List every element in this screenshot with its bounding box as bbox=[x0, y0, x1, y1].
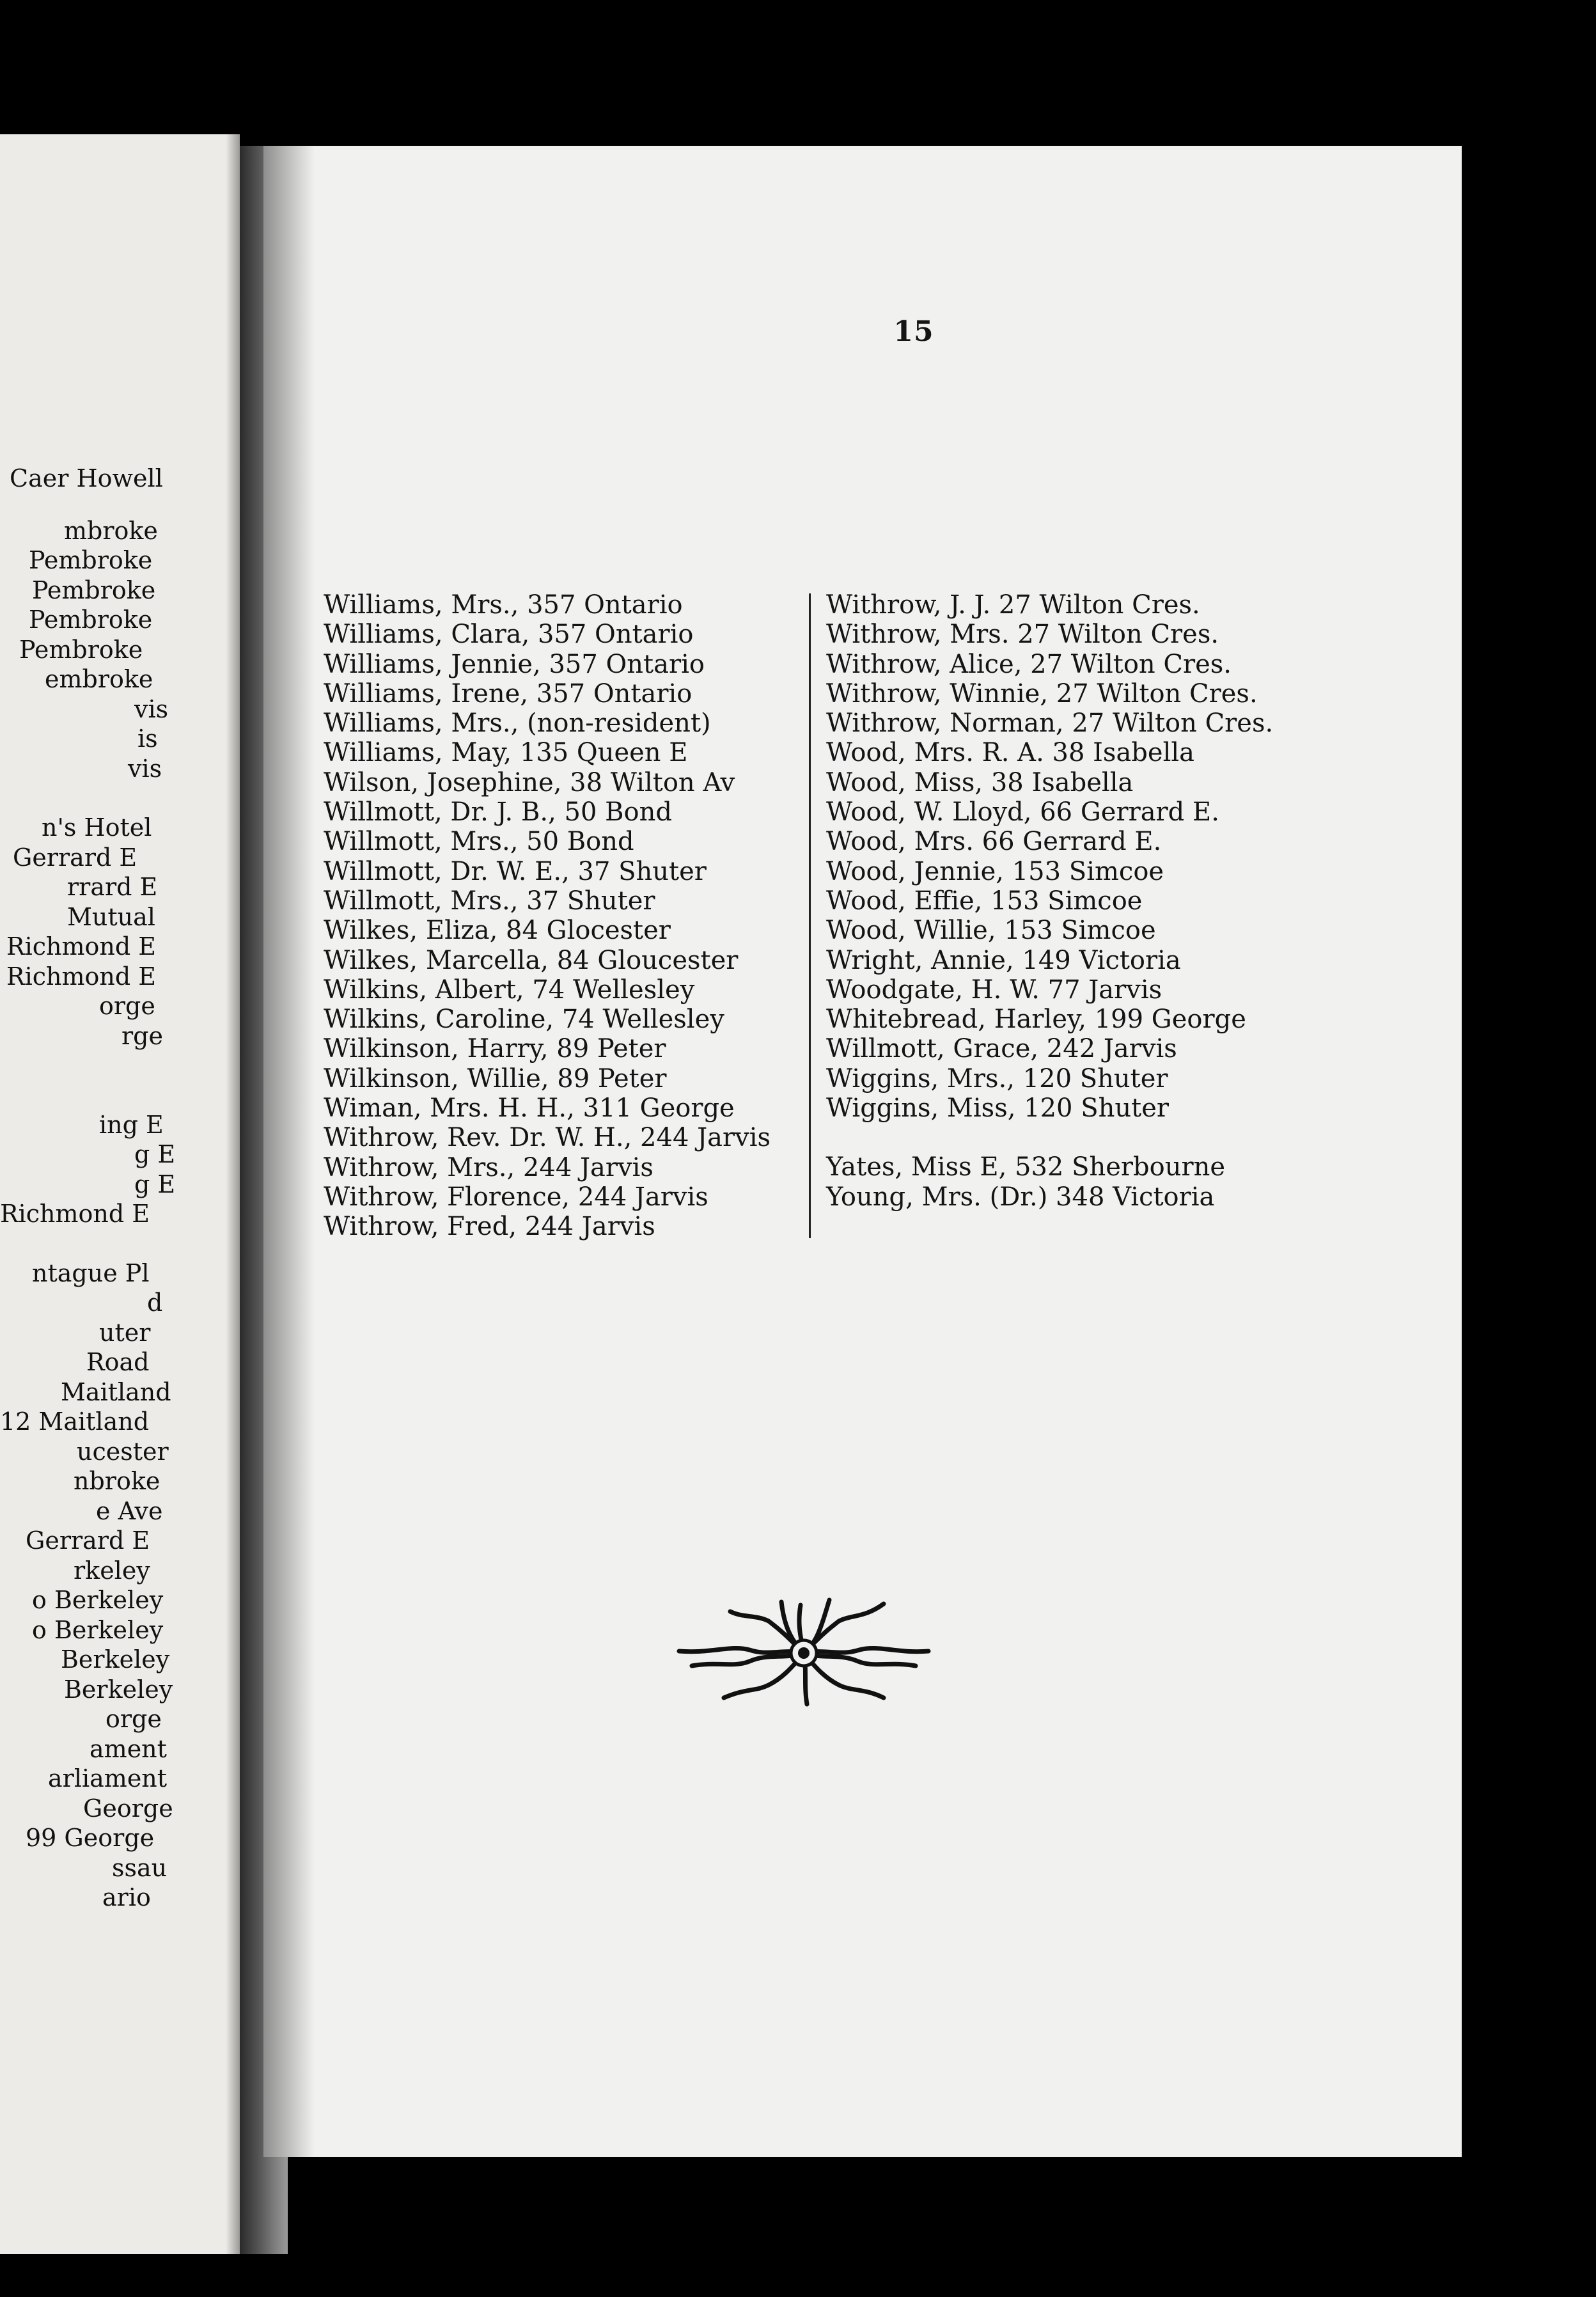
directory-entry: Willmott, Dr. J. B., 50 Bond bbox=[324, 797, 672, 827]
directory-column-right bbox=[826, 590, 1273, 1212]
directory-entry: Willmott, Mrs., 37 Shuter bbox=[324, 886, 655, 916]
left-page-fragment bbox=[0, 134, 240, 2254]
left-page-line-text: g E bbox=[134, 1170, 176, 1198]
directory-entry: Wilkins, Caroline, 74 Wellesley bbox=[324, 1005, 724, 1035]
left-page-line-text: 99 George bbox=[26, 1824, 155, 1852]
directory-entry: Williams, Mrs., (non-resident) bbox=[324, 709, 711, 739]
directory-column-left bbox=[324, 590, 771, 1242]
directory-entry: Williams, Jennie, 357 Ontario bbox=[324, 649, 705, 679]
left-page-line-text: o Berkeley bbox=[32, 1586, 164, 1614]
directory-entry: Wilkes, Marcella, 84 Gloucester bbox=[324, 945, 739, 975]
left-page-line-text: ssau bbox=[112, 1854, 168, 1882]
left-page-line-text: vis bbox=[134, 695, 169, 723]
left-page-line-text: rge bbox=[121, 1022, 163, 1050]
directory-entry: Wilkes, Eliza, 84 Glocester bbox=[324, 916, 671, 946]
left-page-line-text: George bbox=[83, 1794, 173, 1823]
directory-entry: Young, Mrs. (Dr.) 348 Victoria bbox=[826, 1182, 1215, 1212]
left-page-line-text: ntague Pl bbox=[32, 1259, 150, 1287]
directory-entry: Wood, Mrs. 66 Gerrard E. bbox=[826, 827, 1162, 857]
left-page-line-text: Mutual bbox=[67, 903, 155, 931]
left-page-line-text: Berkeley bbox=[61, 1645, 170, 1674]
directory-entry: Woodgate, H. W. 77 Jarvis bbox=[826, 975, 1162, 1005]
directory-entry: Withrow, Florence, 244 Jarvis bbox=[324, 1182, 708, 1212]
left-page-line-text: Gerrard E bbox=[13, 843, 137, 872]
left-page-line-text: ario bbox=[102, 1883, 151, 1911]
sunburst-ornament-icon bbox=[673, 1592, 935, 1714]
left-gutter-shadow bbox=[226, 134, 240, 2254]
left-page-line-text: Richmond E bbox=[6, 962, 157, 991]
directory-entry: Withrow, Fred, 244 Jarvis bbox=[324, 1212, 655, 1242]
left-page-line-text: o Berkeley bbox=[32, 1616, 164, 1644]
directory-entry: Wright, Annie, 149 Victoria bbox=[826, 945, 1181, 975]
directory-entry: Williams, Clara, 357 Ontario bbox=[324, 620, 694, 650]
directory-entry: Willmott, Dr. W. E., 37 Shuter bbox=[324, 856, 707, 886]
left-page-line-text: rkeley bbox=[74, 1556, 150, 1585]
directory-entry: Wilkinson, Willie, 89 Peter bbox=[324, 1063, 667, 1094]
left-page-line-text: 12 Maitland bbox=[0, 1407, 150, 1436]
left-page-line-text: Richmond E bbox=[0, 1200, 150, 1228]
left-page-line-text: rrard E bbox=[67, 873, 158, 901]
directory-entry: Wood, Mrs. R. A. 38 Isabella bbox=[826, 738, 1194, 768]
left-page-line-text: is bbox=[137, 725, 158, 753]
left-page-line-text: Gerrard E bbox=[26, 1526, 150, 1555]
left-page-line-text: nbroke bbox=[74, 1467, 160, 1495]
left-page-line-text: ament bbox=[90, 1735, 167, 1763]
directory-entry: Wilkins, Albert, 74 Wellesley bbox=[324, 975, 695, 1005]
directory-entry: Wilkinson, Harry, 89 Peter bbox=[324, 1034, 666, 1064]
left-page-line-text: ing E bbox=[99, 1111, 164, 1139]
left-page-line-text: ucester bbox=[77, 1438, 169, 1466]
left-page-line-text: n's Hotel bbox=[42, 813, 152, 842]
left-page-line-text: orge bbox=[99, 992, 155, 1020]
directory-entry: Withrow, Mrs. 27 Wilton Cres. bbox=[826, 620, 1219, 650]
left-page-line-text: orge bbox=[106, 1705, 162, 1733]
left-page-line-text: Maitland bbox=[61, 1378, 171, 1406]
directory-entry: Withrow, J. J. 27 Wilton Cres. bbox=[826, 590, 1200, 620]
directory-entry: Willmott, Grace, 242 Jarvis bbox=[826, 1034, 1177, 1064]
left-page-line-text: Pembroke bbox=[32, 576, 156, 604]
left-page-line-text: Pembroke bbox=[29, 606, 153, 634]
directory-entry: Willmott, Mrs., 50 Bond bbox=[324, 827, 634, 857]
directory-entry: Wiggins, Mrs., 120 Shuter bbox=[826, 1063, 1168, 1094]
directory-entry: Withrow, Norman, 27 Wilton Cres. bbox=[826, 709, 1274, 739]
directory-entry: Wood, Willie, 153 Simcoe bbox=[826, 916, 1156, 946]
directory-entry: Wood, Jennie, 153 Simcoe bbox=[826, 856, 1164, 886]
directory-entry: Wiggins, Miss, 120 Shuter bbox=[826, 1094, 1170, 1124]
left-page-line-text: vis bbox=[128, 755, 162, 783]
left-page-line-text: e Ave bbox=[96, 1497, 163, 1525]
left-page-line-text: Berkeley bbox=[64, 1675, 173, 1704]
left-page-line-text: uter bbox=[99, 1319, 151, 1347]
directory-entry: Williams, Mrs., 357 Ontario bbox=[324, 590, 683, 620]
left-page-line-text: arliament bbox=[48, 1764, 168, 1792]
directory-entry: Withrow, Rev. Dr. W. H., 244 Jarvis bbox=[324, 1123, 771, 1153]
column-divider bbox=[809, 593, 811, 1238]
directory-entry: Williams, Irene, 357 Ontario bbox=[324, 678, 692, 709]
left-page-line-text: Caer Howell bbox=[10, 464, 163, 492]
directory-entry: Wood, Effie, 153 Simcoe bbox=[826, 886, 1143, 916]
left-page-line-text: mbroke bbox=[64, 517, 158, 545]
directory-entry: Wiman, Mrs. H. H., 311 George bbox=[324, 1094, 735, 1124]
left-page-line-text: Richmond E bbox=[6, 932, 157, 960]
directory-entry: Williams, May, 135 Queen E bbox=[324, 738, 688, 768]
directory-entry: Whitebread, Harley, 199 George bbox=[826, 1005, 1246, 1035]
left-page-line-text: Pembroke bbox=[19, 636, 143, 664]
directory-entry: Withrow, Mrs., 244 Jarvis bbox=[324, 1152, 653, 1182]
left-page-line-text: g E bbox=[134, 1140, 176, 1168]
directory-entry: Withrow, Alice, 27 Wilton Cres. bbox=[826, 649, 1232, 679]
right-page bbox=[263, 146, 1462, 2157]
directory-entry: Wood, W. Lloyd, 66 Gerrard E. bbox=[826, 797, 1219, 827]
page-curve-shadow bbox=[263, 146, 315, 2157]
left-page-line-text: d bbox=[147, 1289, 163, 1317]
left-page-line-text: Road bbox=[86, 1348, 150, 1376]
directory-entry: Withrow, Winnie, 27 Wilton Cres. bbox=[826, 678, 1258, 709]
directory-entry: Wood, Miss, 38 Isabella bbox=[826, 767, 1134, 797]
directory-entry: Wilson, Josephine, 38 Wilton Av bbox=[324, 767, 735, 797]
left-page-line-text: Pembroke bbox=[29, 546, 153, 574]
left-page-line-text: embroke bbox=[45, 665, 153, 693]
left-page-text bbox=[0, 134, 240, 2254]
page-number: 15 bbox=[893, 315, 934, 348]
directory-entry: Yates, Miss E, 532 Sherbourne bbox=[826, 1152, 1226, 1182]
